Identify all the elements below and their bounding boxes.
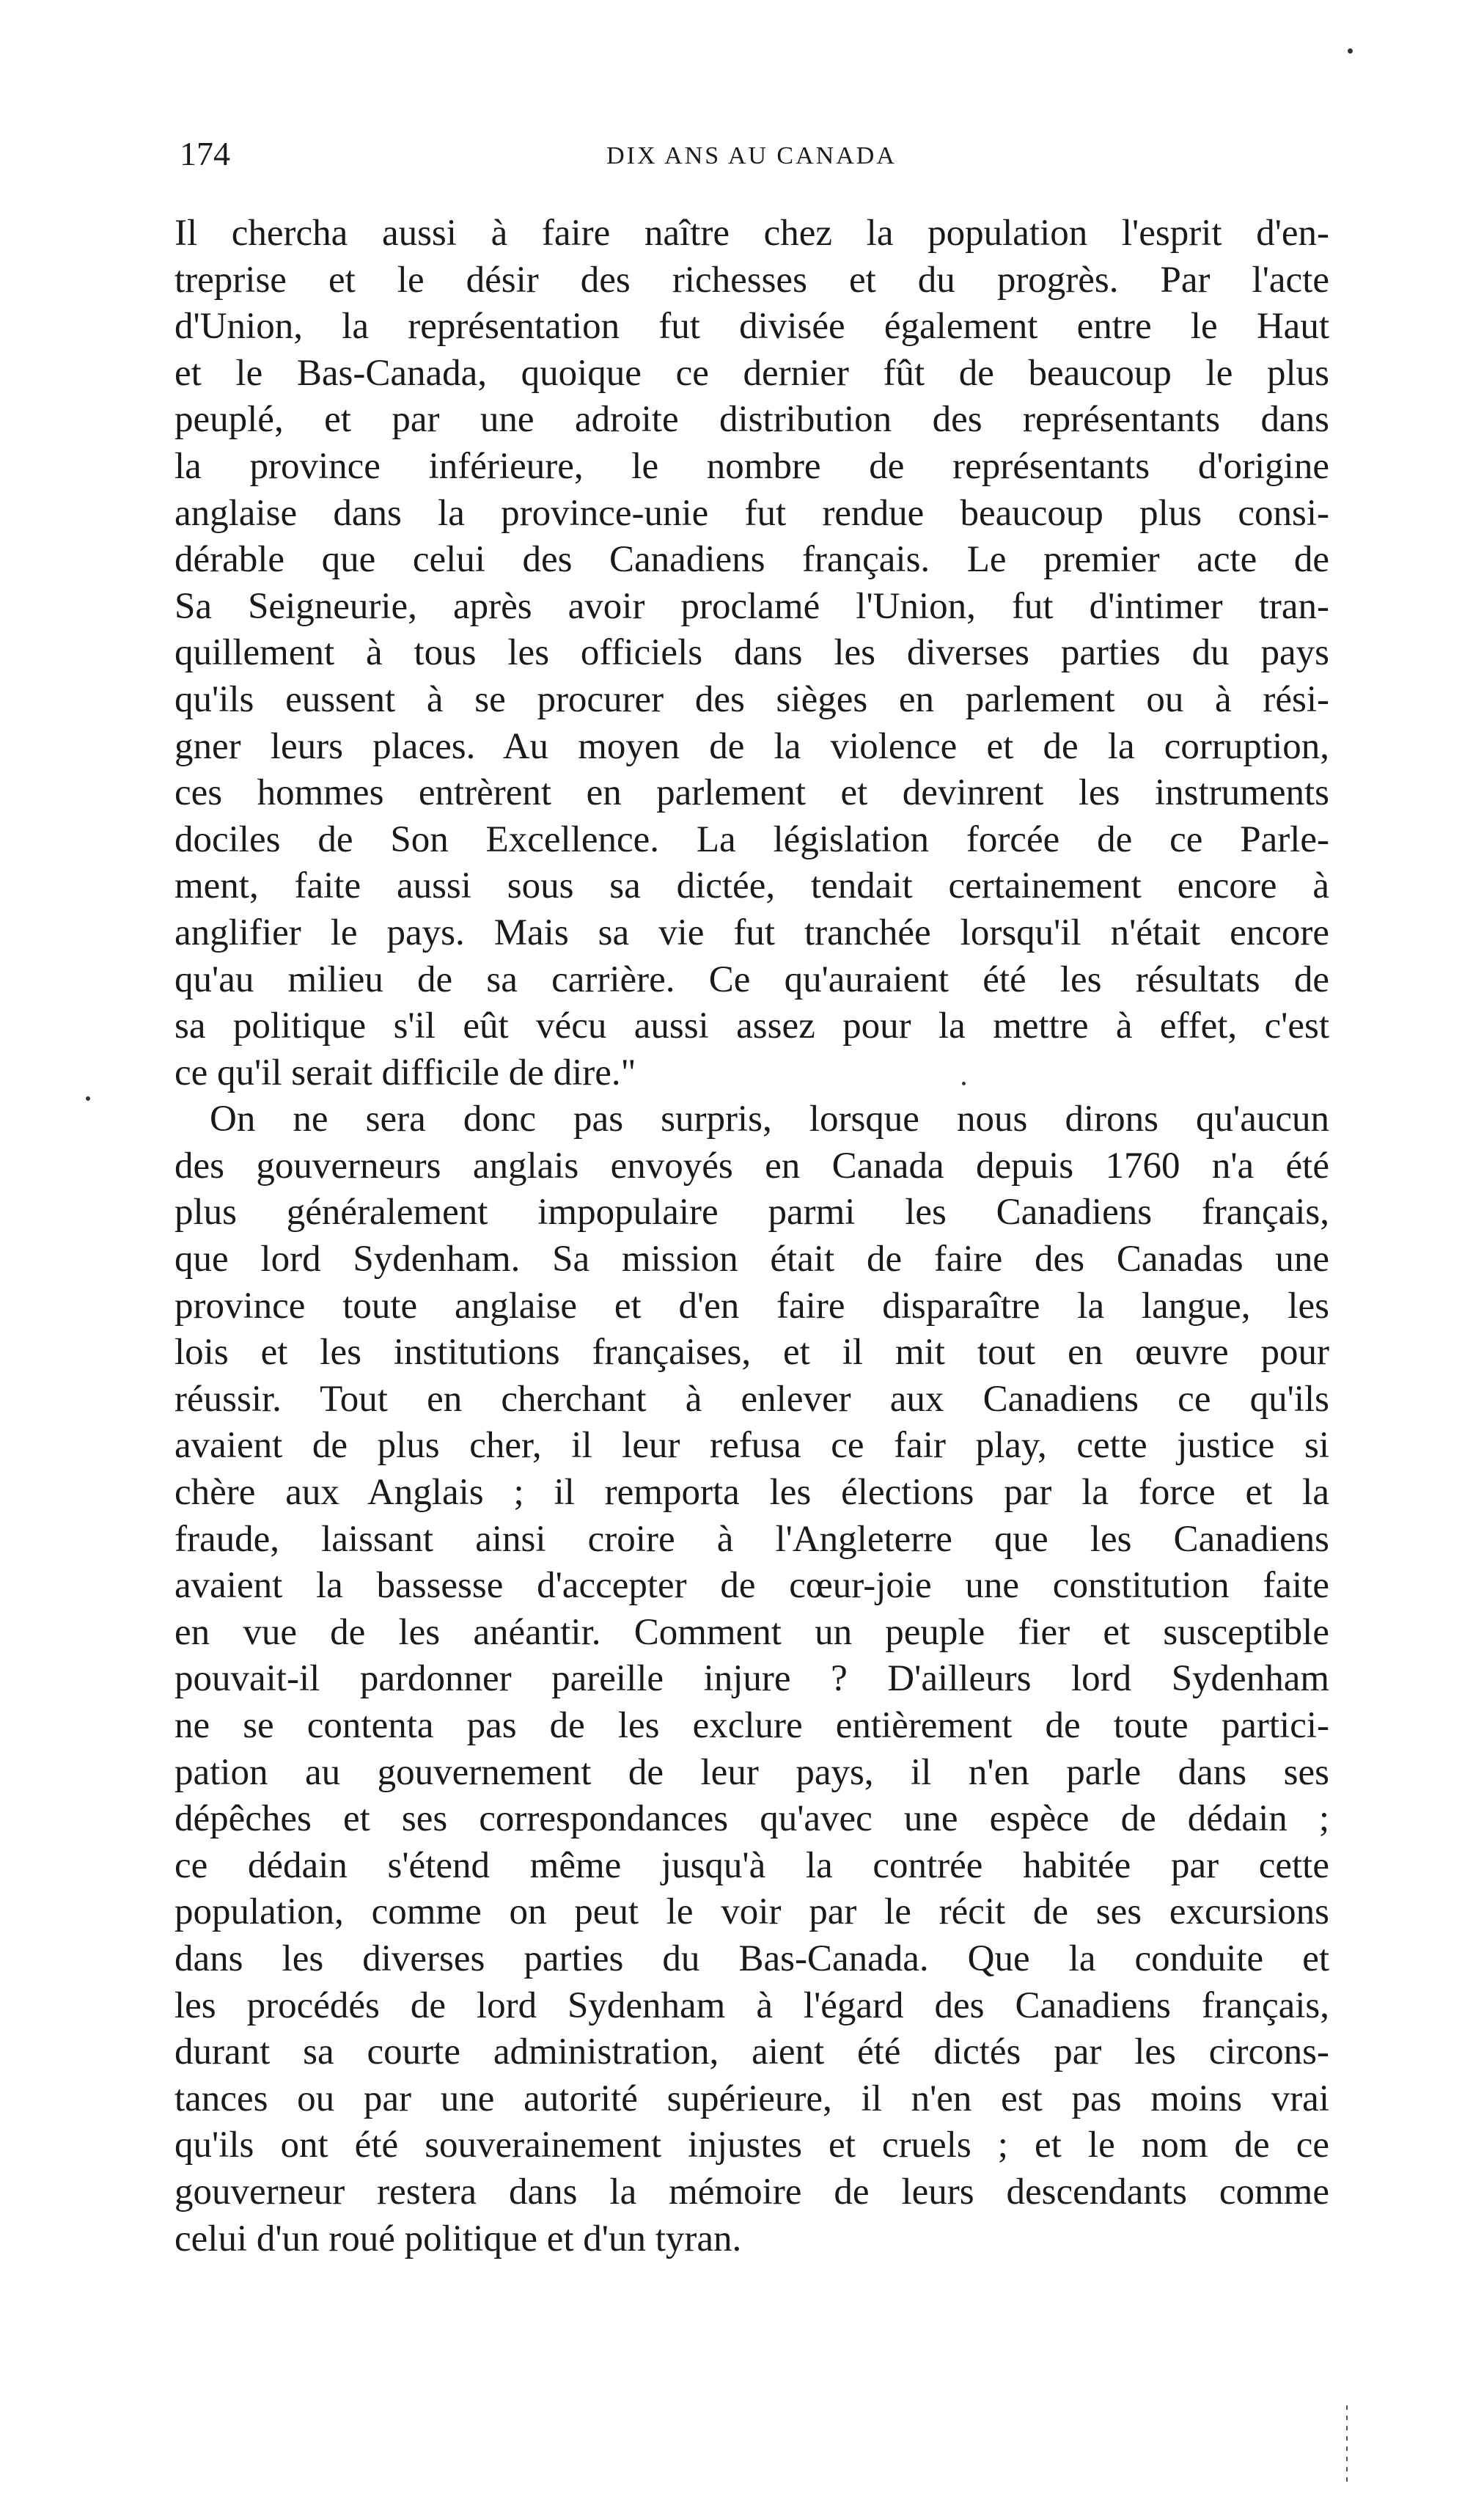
text-line: quillement à tous les officiels dans les diverses parties du pays: [175, 632, 1329, 674]
text-line: ne se contenta pas de les exclure entièrement de toute partici-: [175, 1705, 1329, 1746]
text-line: qu'ils eussent à se procurer des sièges en parlement ou à rési-: [175, 678, 1329, 720]
running-title: DIX ANS AU CANADA: [606, 142, 897, 169]
text-line: avaient la bassesse d'accepter de cœur-joie une constitution faite: [175, 1565, 1329, 1607]
text-line: On ne sera donc pas surpris, lorsque nous dirons qu'aucun: [210, 1099, 1329, 1140]
text-line: pation au gouvernement de leur pays, il n'en parle dans ses: [175, 1751, 1329, 1793]
text-line: gouverneur restera dans la mémoire de leurs descendants comme: [175, 2171, 1329, 2213]
text-line: tances ou par une autorité supérieure, il n'en est pas moins vrai: [175, 2078, 1329, 2119]
text-line: plus généralement impopulaire parmi les Canadiens français,: [175, 1192, 1329, 1233]
text-line: anglaise dans la province-unie fut rendue beaucoup plus consi-: [175, 492, 1329, 534]
text-line: qu'au milieu de sa carrière. Ce qu'auraient été les résultats de: [175, 958, 1329, 1000]
text-line: et le Bas-Canada, quoique ce dernier fût de beaucoup le plus: [175, 352, 1329, 394]
text-line: celui d'un roué politique et d'un tyran.: [175, 2218, 742, 2259]
paragraph-2: [175, 1096, 1329, 2262]
page-edge-mark: [1346, 2405, 1348, 2486]
text-line: dépêches et ses correspondances qu'avec une espèce de dédain ;: [175, 1798, 1329, 1840]
ink-speck: [1348, 48, 1353, 54]
text-line: gner leurs places. Au moyen de la violence et de la corruption,: [175, 725, 1329, 767]
text-line: réussir. Tout en cherchant à enlever aux Canadiens ce qu'ils: [175, 1378, 1329, 1420]
text-line: d'Union, la représentation fut divisée également entre le Haut: [175, 306, 1329, 348]
text-line: peuplé, et par une adroite distribution des représentants dans: [175, 399, 1329, 441]
text-line: dociles de Son Excellence. La législation forcée de ce Parle-: [175, 818, 1329, 860]
text-line: Sa Seigneurie, après avoir proclamé l'Union, fut d'intimer tran-: [175, 585, 1329, 627]
text-line: la province inférieure, le nombre de représentants d'origine: [175, 445, 1329, 487]
body-text: [175, 210, 1329, 2262]
text-line: ces hommes entrèrent en parlement et devinrent les instruments: [175, 772, 1329, 814]
text-line: dans les diverses parties du Bas-Canada. Que la conduite et: [175, 1938, 1329, 1979]
text-line: que lord Sydenham. Sa mission était de faire des Canadas une: [175, 1239, 1329, 1280]
text-line: Il chercha aussi à faire naître chez la population l'esprit d'en-: [175, 213, 1329, 254]
text-line: province toute anglaise et d'en faire disparaître la langue, les: [175, 1285, 1329, 1327]
text-line: avaient de plus cher, il leur refusa ce fair play, cette justice si: [175, 1425, 1329, 1467]
text-line: ment, faite aussi sous sa dictée, tendait certainement encore à: [175, 865, 1329, 907]
text-line: les procédés de lord Sydenham à l'égard des Canadiens français,: [175, 1984, 1329, 2026]
page-header: [180, 132, 1382, 176]
text-line: pouvait-il pardonner pareille injure ? D'ailleurs lord Sydenham: [175, 1658, 1329, 1700]
text-line: lois et les institutions françaises, et il mit tout en œuvre pour: [175, 1332, 1329, 1374]
text-line: ce qu'il serait difficile de dire.": [175, 1052, 636, 1093]
text-line: fraude, laissant ainsi croire à l'Angleterre que les Canadiens: [175, 1518, 1329, 1560]
text-line: chère aux Anglais ; il remporta les élections par la force et la: [175, 1472, 1329, 1514]
page-number: 174: [180, 135, 230, 172]
text-line: des gouverneurs anglais envoyés en Canada depuis 1760 n'a été: [175, 1145, 1329, 1187]
text-line: en vue de les anéantir. Comment un peuple fier et susceptible: [175, 1611, 1329, 1653]
text-line: dérable que celui des Canadiens français. Le premier acte de: [175, 539, 1329, 581]
text-line: treprise et le désir des richesses et du progrès. Par l'acte: [175, 259, 1329, 301]
text-line: qu'ils ont été souverainement injustes et cruels ; et le nom de ce: [175, 2125, 1329, 2166]
text-line: ce dédain s'étend même jusqu'à la contrée habitée par cette: [175, 1844, 1329, 1886]
ink-speck: [86, 1096, 90, 1101]
text-line: anglifier le pays. Mais sa vie fut tranchée lorsqu'il n'était encore: [175, 912, 1329, 953]
text-line: sa politique s'il eût vécu aussi assez pour la mettre à effet, c'est: [175, 1005, 1329, 1047]
paragraph-1: [175, 210, 1329, 1096]
text-line: population, comme on peut le voir par le récit de ses excursions: [175, 1891, 1329, 1933]
text-line: durant sa courte administration, aient été dictés par les circons-: [175, 2031, 1329, 2073]
